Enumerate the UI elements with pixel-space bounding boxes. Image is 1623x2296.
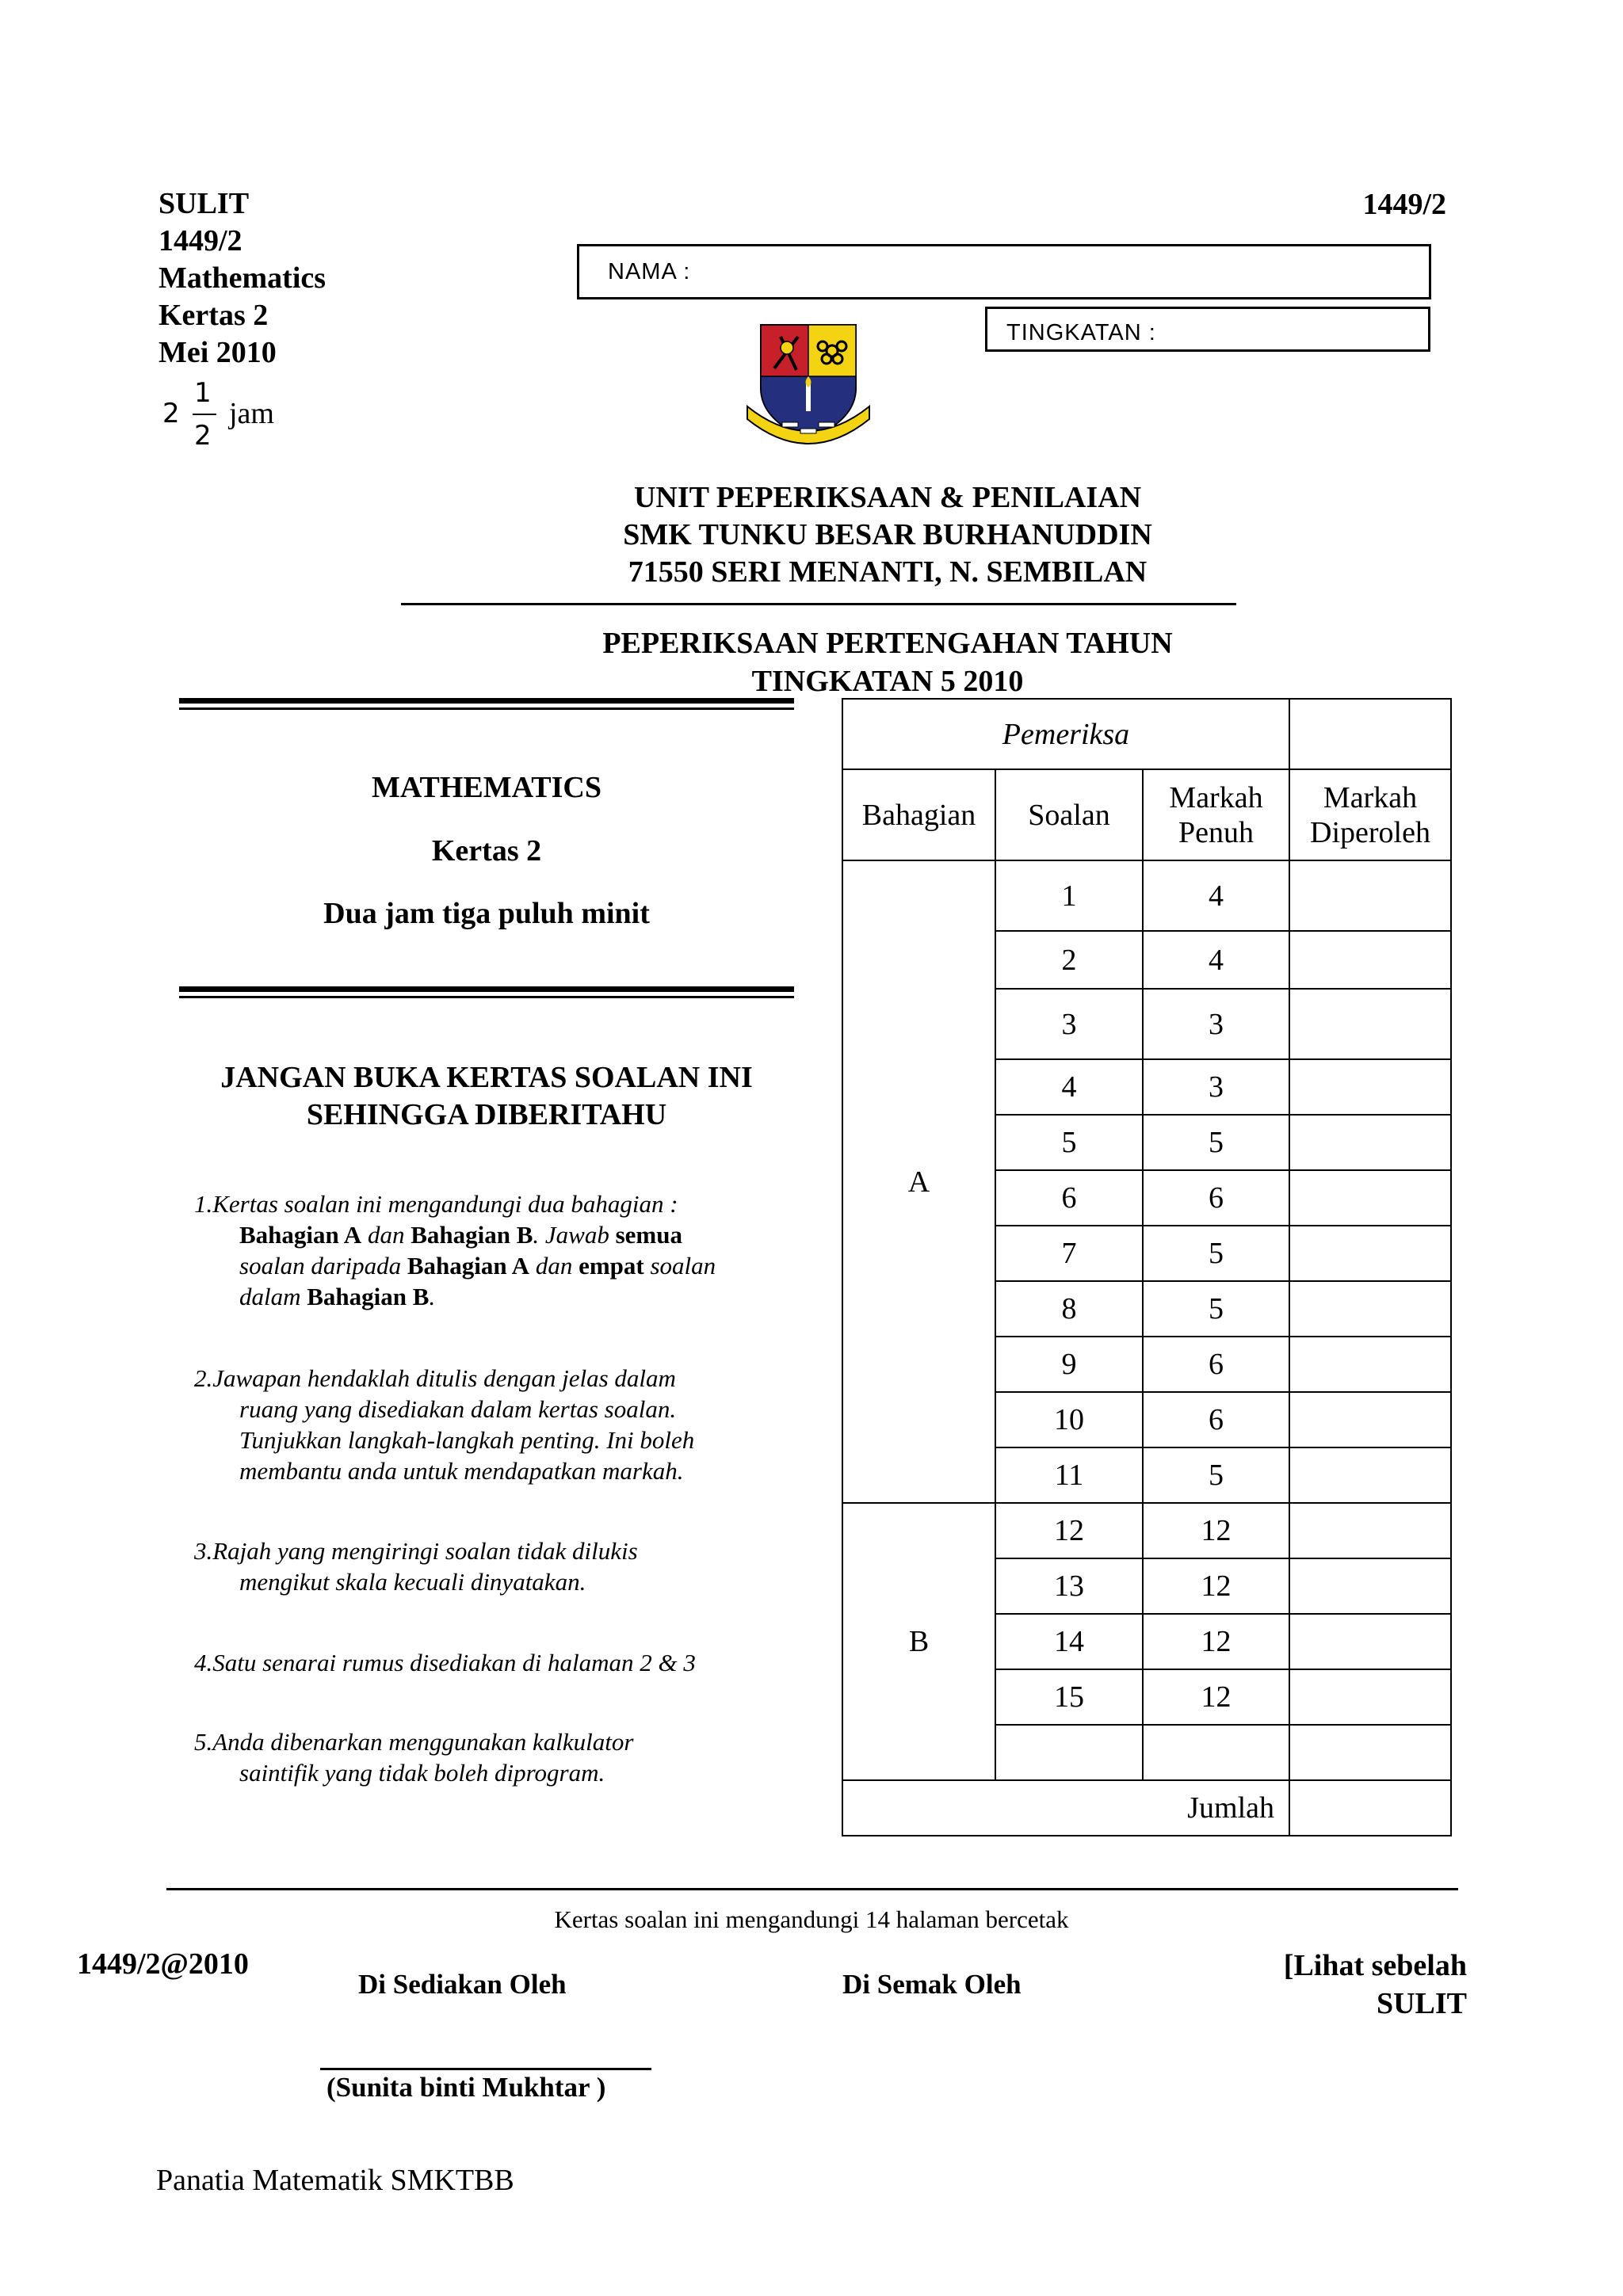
soalan-cell bbox=[995, 1725, 1143, 1780]
school-name: SMK TUNKU BESAR BURHANUDDIN bbox=[623, 518, 1152, 551]
school-crest-logo bbox=[741, 313, 876, 448]
duration-numerator: 1 bbox=[194, 377, 212, 409]
soalan-cell: 3 bbox=[995, 989, 1143, 1059]
markah-penuh-cell bbox=[1143, 1725, 1289, 1780]
instruction-4-line-1: 4.Satu senarai rumus disediakan di halaman 2 & 3 bbox=[194, 1649, 696, 1676]
instruction-1-part-f: semua bbox=[615, 1221, 682, 1249]
total-label: Jumlah bbox=[842, 1780, 1289, 1836]
fraction-bar bbox=[193, 414, 216, 415]
markah-diperoleh-cell[interactable] bbox=[1289, 1170, 1451, 1226]
markah-diperoleh-cell[interactable] bbox=[1289, 1614, 1451, 1669]
instruction-1-part-d: Bahagian B bbox=[411, 1221, 533, 1249]
pemeriksa-signature-cell[interactable] bbox=[1289, 699, 1451, 769]
markah-penuh-cell: 5 bbox=[1143, 1447, 1289, 1503]
soalan-cell: 6 bbox=[995, 1170, 1143, 1226]
signature-line bbox=[320, 2068, 651, 2070]
markah-diperoleh-cell[interactable] bbox=[1289, 931, 1451, 989]
school-divider bbox=[401, 603, 1236, 605]
soalan-cell: 7 bbox=[995, 1226, 1143, 1281]
instruction-1-part-n: . bbox=[429, 1283, 436, 1310]
preparer-name: (Sunita binti Mukhtar ) bbox=[327, 2072, 606, 2103]
markah-diperoleh-line-2: Diperoleh bbox=[1310, 815, 1430, 849]
markah-diperoleh-cell[interactable] bbox=[1289, 1447, 1451, 1503]
instruction-5-line-1: 5.Anda dibenarkan menggunakan kalkulator bbox=[194, 1728, 634, 1756]
class-label: TINGKATAN : bbox=[1006, 320, 1156, 345]
markah-diperoleh-line-1: Markah bbox=[1323, 780, 1418, 814]
instruction-1-part-l: dalam bbox=[239, 1283, 307, 1310]
markah-penuh-cell: 5 bbox=[1143, 1226, 1289, 1281]
top-thin-rule bbox=[179, 707, 794, 710]
bottom-thin-rule bbox=[179, 996, 794, 998]
school-address: 71550 SERI MENANTI, N. SEMBILAN bbox=[628, 555, 1148, 589]
instruction-4 bbox=[194, 1647, 775, 1678]
header-code-right: 1449/2 bbox=[1362, 188, 1446, 221]
header-meta bbox=[158, 185, 326, 372]
instruction-1-part-k: soalan bbox=[643, 1252, 716, 1280]
instruction-2 bbox=[194, 1363, 775, 1486]
exam-form-year: TINGKATAN 5 2010 bbox=[751, 665, 1024, 698]
footer-divider bbox=[166, 1888, 1458, 1890]
header-soalan: Soalan bbox=[995, 769, 1143, 860]
subject-name: Mathematics bbox=[158, 261, 327, 295]
soalan-cell: 14 bbox=[995, 1614, 1143, 1669]
markah-penuh-cell: 4 bbox=[1143, 931, 1289, 989]
markah-diperoleh-cell[interactable] bbox=[1289, 1226, 1451, 1281]
markah-diperoleh-cell[interactable] bbox=[1289, 860, 1451, 931]
warning-text bbox=[179, 1059, 794, 1134]
exam-name: PEPERIKSAAN PERTENGAHAN TAHUN bbox=[602, 627, 1173, 660]
score-table-header bbox=[842, 769, 1451, 860]
duration-unit: jam bbox=[229, 397, 274, 430]
markah-penuh-cell: 12 bbox=[1143, 1614, 1289, 1669]
subject-title: MATHEMATICS bbox=[372, 771, 601, 804]
paper-code: 1449/2 bbox=[158, 224, 242, 257]
soalan-cell: 10 bbox=[995, 1392, 1143, 1447]
markah-penuh-cell: 12 bbox=[1143, 1669, 1289, 1725]
instruction-1-line-1: 1.Kertas soalan ini mengandungi dua bahagian : bbox=[194, 1190, 678, 1218]
markah-diperoleh-cell[interactable] bbox=[1289, 1392, 1451, 1447]
school-unit: UNIT PEPERIKSAAN & PENILAIAN bbox=[633, 481, 1142, 514]
markah-penuh-cell: 12 bbox=[1143, 1503, 1289, 1558]
markah-penuh-line-1: Markah bbox=[1169, 780, 1263, 814]
markah-penuh-cell: 6 bbox=[1143, 1170, 1289, 1226]
markah-penuh-cell: 3 bbox=[1143, 989, 1289, 1059]
markah-diperoleh-cell[interactable] bbox=[1289, 1337, 1451, 1392]
duration-text: Dua jam tiga puluh minit bbox=[323, 897, 650, 930]
soalan-cell: 11 bbox=[995, 1447, 1143, 1503]
name-field[interactable] bbox=[577, 244, 1431, 299]
instruction-2-line-2: ruang yang disediakan dalam kertas soalan. bbox=[239, 1395, 677, 1423]
markah-diperoleh-cell[interactable] bbox=[1289, 1669, 1451, 1725]
class-field[interactable] bbox=[985, 307, 1430, 352]
section-a-label: A bbox=[842, 860, 995, 1503]
markah-penuh-cell: 5 bbox=[1143, 1115, 1289, 1170]
instruction-2-line-4: membantu anda untuk mendapatkan markah. bbox=[239, 1457, 684, 1485]
instruction-5-line-2: saintifik yang tidak boleh diprogram. bbox=[239, 1759, 605, 1787]
instruction-1-part-h: Bahagian A bbox=[407, 1252, 530, 1280]
markah-diperoleh-cell[interactable] bbox=[1289, 1558, 1451, 1614]
soalan-cell: 5 bbox=[995, 1115, 1143, 1170]
total-row bbox=[842, 1780, 1451, 1836]
paper-number: Kertas 2 bbox=[158, 299, 269, 332]
soalan-cell: 13 bbox=[995, 1558, 1143, 1614]
markah-diperoleh-cell[interactable] bbox=[1289, 1503, 1451, 1558]
instruction-1-part-i: dan bbox=[529, 1252, 579, 1280]
page-count-note: Kertas soalan ini mengandungi 14 halaman bercetak bbox=[554, 1905, 1069, 1933]
markah-diperoleh-cell[interactable] bbox=[1289, 1281, 1451, 1337]
markah-diperoleh-cell[interactable] bbox=[1289, 1059, 1451, 1115]
see-next-text: [Lihat sebelah bbox=[1283, 1949, 1467, 1982]
instruction-1-part-c: dan bbox=[361, 1221, 411, 1249]
warning-line-2: SEHINGGA DIBERITAHU bbox=[306, 1098, 667, 1131]
markah-penuh-cell: 6 bbox=[1143, 1392, 1289, 1447]
markah-diperoleh-cell[interactable] bbox=[1289, 1725, 1451, 1780]
soalan-cell: 9 bbox=[995, 1337, 1143, 1392]
footer-code: 1449/2@2010 bbox=[77, 1947, 249, 1981]
panel-name: Panatia Matematik SMKTBB bbox=[156, 2164, 514, 2197]
total-cell[interactable] bbox=[1289, 1780, 1451, 1836]
header-markah-diperoleh bbox=[1289, 769, 1451, 860]
score-table bbox=[842, 698, 1452, 1836]
see-next-page bbox=[1284, 1947, 1467, 2023]
warning-line-1: JANGAN BUKA KERTAS SOALAN INI bbox=[220, 1061, 753, 1094]
markah-penuh-cell: 6 bbox=[1143, 1337, 1289, 1392]
section-b-label: B bbox=[842, 1503, 995, 1780]
bottom-double-rule bbox=[179, 986, 794, 992]
school-info bbox=[333, 479, 1442, 591]
footer-sulit: SULIT bbox=[1376, 1987, 1467, 2020]
name-label: NAMA : bbox=[608, 259, 691, 284]
top-double-rule bbox=[179, 698, 794, 704]
instruction-1-part-e: . Jawab bbox=[533, 1221, 616, 1249]
table-row bbox=[842, 1503, 1451, 1558]
header-markah-penuh bbox=[1143, 769, 1289, 860]
instruction-1 bbox=[194, 1188, 775, 1312]
markah-diperoleh-cell[interactable] bbox=[1289, 1115, 1451, 1170]
soalan-cell: 8 bbox=[995, 1281, 1143, 1337]
instruction-3 bbox=[194, 1535, 775, 1597]
instruction-1-part-b: Bahagian A bbox=[239, 1221, 362, 1249]
duration-denominator: 2 bbox=[194, 420, 212, 452]
instruction-1-part-j: empat bbox=[579, 1252, 644, 1280]
instruction-5 bbox=[194, 1726, 775, 1788]
checked-by-label: Di Semak Oleh bbox=[842, 1969, 1022, 2000]
markah-penuh-cell: 12 bbox=[1143, 1558, 1289, 1614]
pemeriksa-header: Pemeriksa bbox=[842, 699, 1289, 769]
soalan-cell: 1 bbox=[995, 860, 1143, 931]
instruction-2-line-3: Tunjukkan langkah-langkah penting. Ini boleh bbox=[239, 1426, 695, 1454]
exam-title bbox=[333, 624, 1442, 700]
soalan-cell: 15 bbox=[995, 1669, 1143, 1725]
exam-month: Mei 2010 bbox=[158, 336, 277, 369]
soalan-cell: 4 bbox=[995, 1059, 1143, 1115]
markah-penuh-line-2: Penuh bbox=[1178, 815, 1254, 849]
markah-penuh-cell: 5 bbox=[1143, 1281, 1289, 1337]
instruction-3-line-1: 3.Rajah yang mengiringi soalan tidak dilukis bbox=[194, 1537, 638, 1565]
soalan-cell: 2 bbox=[995, 931, 1143, 989]
prepared-by-label: Di Sediakan Oleh bbox=[358, 1969, 567, 2000]
instruction-3-line-2: mengikut skala kecuali dinyatakan. bbox=[239, 1568, 586, 1596]
duration-whole: 2 bbox=[162, 398, 180, 429]
instruction-2-line-1: 2.Jawapan hendaklah ditulis dengan jelas dalam bbox=[194, 1364, 676, 1392]
markah-penuh-cell: 4 bbox=[1143, 860, 1289, 931]
markah-diperoleh-cell[interactable] bbox=[1289, 989, 1451, 1059]
header-bahagian: Bahagian bbox=[842, 769, 995, 860]
classification-label: SULIT bbox=[158, 187, 250, 220]
markah-penuh-cell: 3 bbox=[1143, 1059, 1289, 1115]
instruction-1-part-m: Bahagian B bbox=[307, 1283, 430, 1310]
paper-title: Kertas 2 bbox=[431, 834, 542, 868]
soalan-cell: 12 bbox=[995, 1503, 1143, 1558]
instruction-1-part-g: soalan daripada bbox=[239, 1252, 407, 1280]
table-row bbox=[842, 860, 1451, 931]
